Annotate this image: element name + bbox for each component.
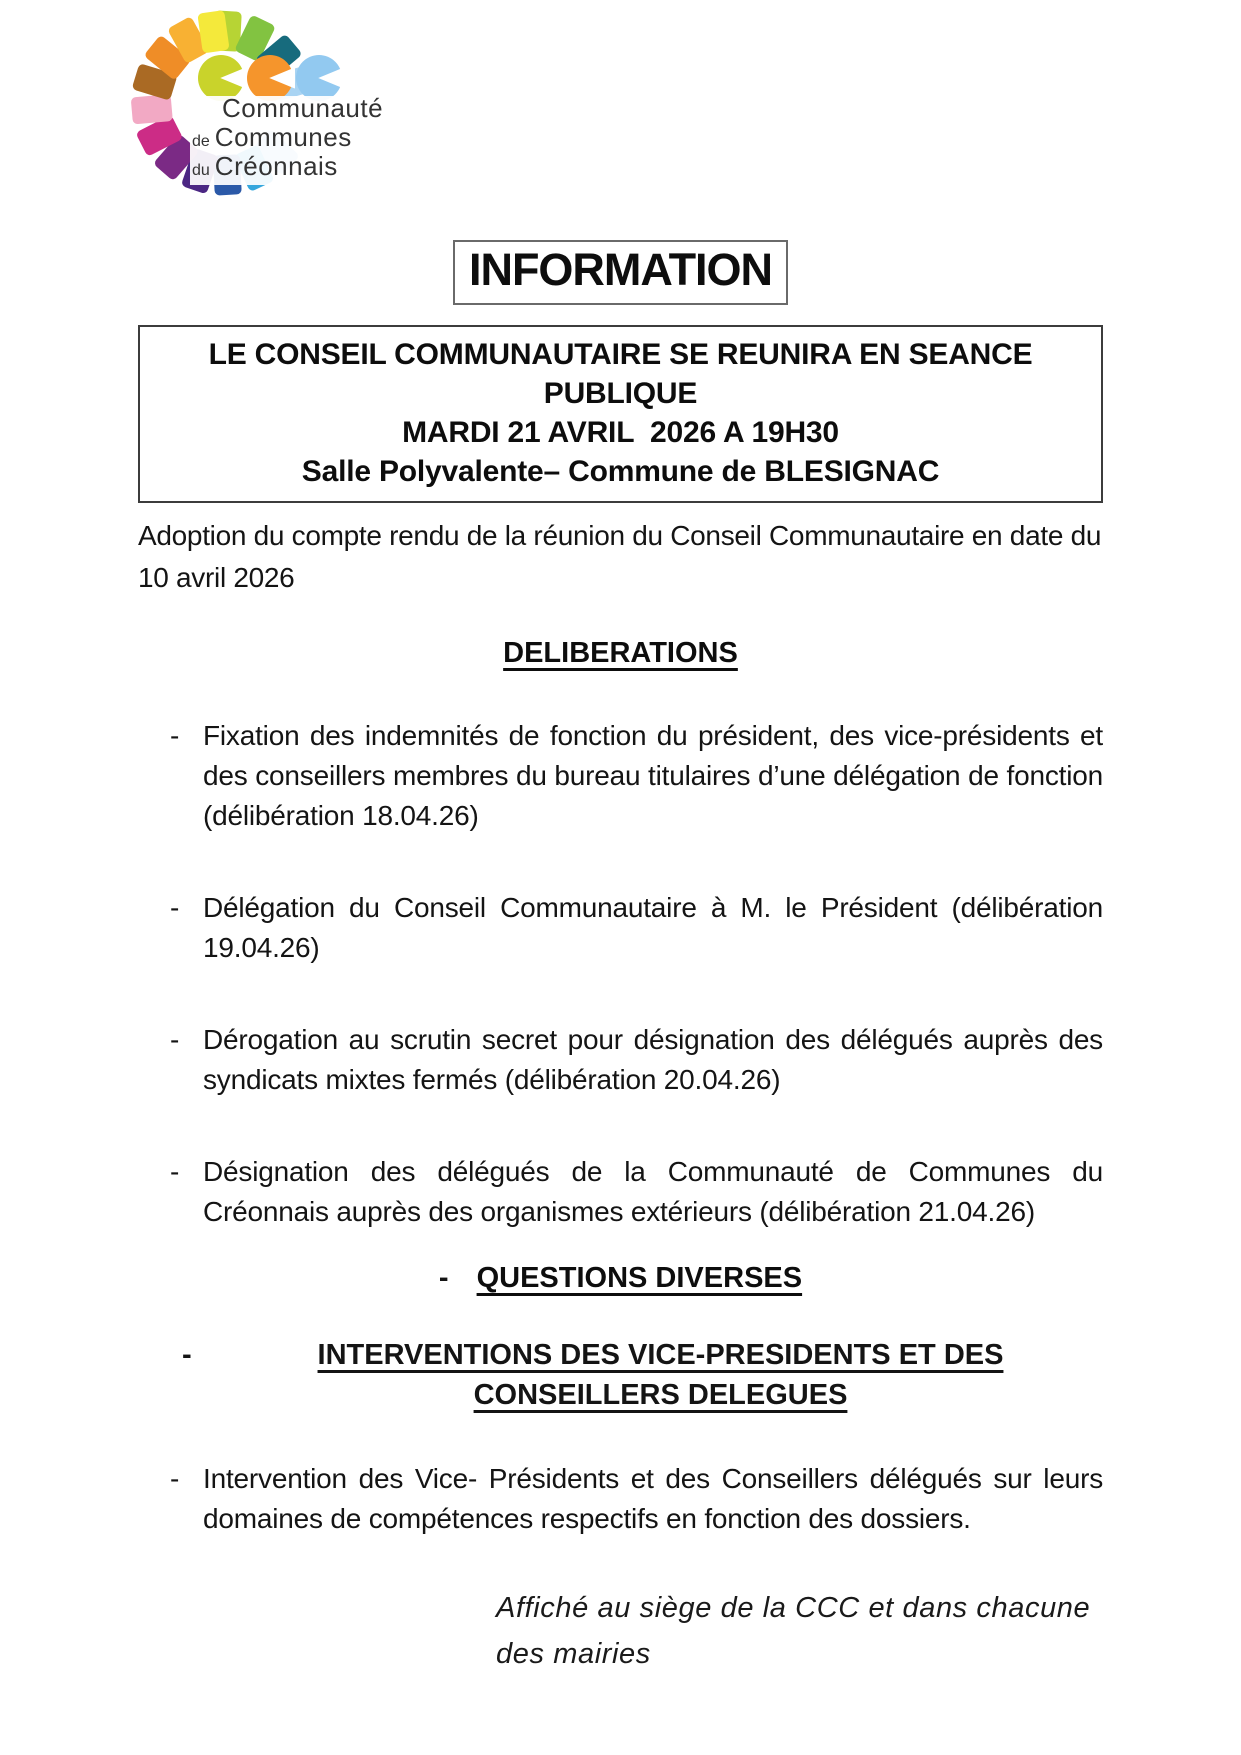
logo-c-mouth: [220, 67, 246, 88]
deliberations-heading-text: DELIBERATIONS: [503, 637, 738, 669]
list-item: [170, 1020, 1103, 1100]
logo-wordmark-line: [192, 151, 383, 183]
logo-wordmark-line: [192, 93, 384, 125]
logo-wordmark-line: [192, 122, 383, 154]
document-content: [0, 8, 1241, 1677]
posting-note: [496, 1585, 1103, 1677]
list-item-marker: -: [170, 1156, 180, 1187]
questions-diverses-heading-text: QUESTIONS DIVERSES: [476, 1262, 803, 1294]
notice-line-1: LE CONSEIL COMMUNAUTAIRE SE REUNIRA EN SEANCE PUBLIQUE: [208, 338, 1041, 410]
logo-word-small: de: [192, 133, 210, 150]
logo-word: Créonnais: [214, 151, 338, 181]
posting-note-line: des mairies: [496, 1638, 651, 1670]
list-item-text: Intervention des Vice- Présidents et des Conseillers délégués sur leurs domaines de compétences respectifs en fonction des dossiers.: [203, 1463, 1103, 1534]
interventions-heading-underlined: INTERVENTIONS DES VICE-PRESIDENTS ET DES CONSEILLERS DELEGUES: [317, 1339, 1004, 1411]
list-item-marker: -: [170, 892, 180, 923]
heading-marker: -: [182, 1339, 192, 1371]
heading-marker: -: [438, 1262, 449, 1294]
list-item-text: Fixation des indemnités de fonction du président, des vice-présidents et des conseillers membres du bureau titulaires d’une délégation de fonction (délibération 18.04.26): [203, 720, 1103, 831]
notice-line-2: MARDI 21 AVRIL 2026 A 19H30: [402, 416, 839, 449]
list-item-text: Désignation des délégués de la Communauté de Communes du Créonnais auprès des organismes extérieurs (délibération 21.04.26): [203, 1156, 1103, 1227]
logo-word-small: du: [192, 162, 210, 179]
interventions-list: [138, 1459, 1103, 1539]
logo-c-mouth: [318, 67, 344, 88]
list-item: [170, 1459, 1103, 1539]
list-item: [170, 1152, 1103, 1232]
list-item-text: Délégation du Conseil Communautaire à M. le Président (délibération 19.04.26): [203, 892, 1103, 963]
list-item-marker: -: [170, 1024, 180, 1055]
logo-c-mouth: [269, 67, 295, 88]
page-title: INFORMATION: [453, 240, 788, 305]
list-item-text: Dérogation au scrutin secret pour désignation des délégués auprès des syndicats mixtes fermés (délibération 20.04.26): [203, 1024, 1103, 1095]
list-item-marker: -: [170, 1463, 180, 1494]
list-item: [170, 888, 1103, 968]
notice-line-3: Salle Polyvalente– Commune de BLESIGNAC: [301, 455, 940, 488]
logo-word: Communauté: [222, 93, 384, 123]
deliberations-heading: [138, 637, 1103, 670]
interventions-heading: [138, 1335, 1103, 1415]
deliberations-list: [138, 716, 1103, 1232]
logo-ring-tile: [197, 10, 229, 53]
list-item-marker: -: [170, 720, 180, 751]
ccc-logo: [128, 8, 488, 204]
interventions-heading-text: [218, 1335, 1103, 1415]
intro-paragraph: Adoption du compte rendu de la réunion du Conseil Communautaire en date du 10 avril 2026: [138, 520, 1102, 593]
meeting-notice-box: [138, 325, 1103, 503]
logo-wordmark: [190, 93, 388, 185]
logo-word: Communes: [214, 122, 352, 152]
posting-note-line: Affiché au siège de la CCC et dans chacune: [496, 1592, 1091, 1624]
list-item: [170, 716, 1103, 836]
questions-diverses-heading: [138, 1262, 1103, 1295]
